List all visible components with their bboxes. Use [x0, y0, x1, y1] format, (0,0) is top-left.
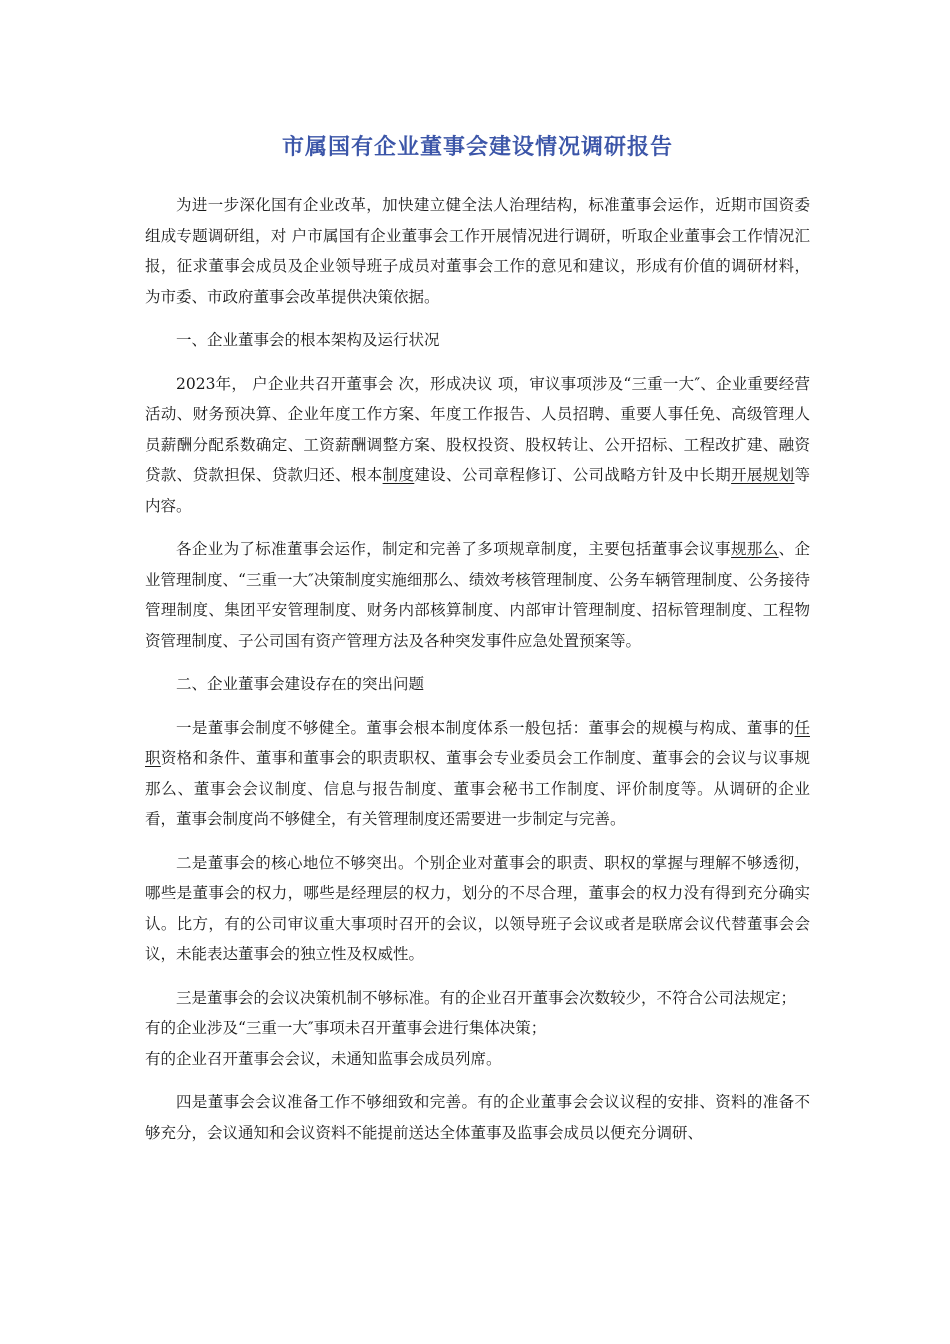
text-span: 等内容。: [145, 466, 810, 515]
section-2-paragraph-1: [145, 713, 810, 835]
text-span: 各企业为了标准董事会运作，制定和完善了多项规章制度，主要包括董事会议事: [176, 540, 732, 558]
document-title: 市属国有企业董事会建设情况调研报告: [281, 135, 673, 160]
section-2-paragraph-2: 二是董事会的核心地位不够突出。个别企业对董事会的职责、职权的掌握与理解不够透彻，哪些是董事会的权力，哪些是经理层的权力，划分的不尽合理，董事会的权力没有得到充分确实认。比方，有的公司审议重大事项时召开的会议，以领导班子会议或者是联席会议代替董事会会议，未能表达董事会的独立性及权威性。: [145, 853, 810, 963]
link-renzhi[interactable]: 任职: [145, 718, 810, 767]
text-span: 建设、公司章程修订、公司战略方针及中长期: [414, 466, 732, 484]
text-span: 一是董事会制度不够健全。董事会根本制度体系一般包括：董事会的规模与构成、董事的: [176, 718, 795, 737]
text-span: 、企业管理制度、“三重一大″决策制度实施细那么、绩效考核管理制度、公务车辆管理制度、公务接待管理制度、集团平安管理制度、财务内部核算制度、内部审计管理制度、招标管理制度、工程物资管理制度、子公司国有资产管理方法及各种突发事件应急处置预案等。: [145, 540, 810, 650]
document-page: [145, 128, 810, 1161]
link-zhidu[interactable]: 制度: [382, 466, 415, 484]
text-span: 资格和条件、董事和董事会的职责职权、董事会专业委员会工作制度、董事会的会议与议事规那么、董事会会议制度、信息与报告制度、董事会秘书工作制度、评价制度等。从调研的企业看，董事会制度尚不够健全，有关管理制度还需要进一步制定与完善。: [145, 749, 810, 828]
spacer: [145, 1074, 810, 1087]
section-2-paragraph-3: 三是董事会的会议决策机制不够标准。有的企业召开董事会次数较少，不符合公司法规定；: [176, 988, 797, 1007]
section-2-paragraph-3-line-2: 有的企业涉及“三重一大″事项未召开董事会进行集体决策；: [145, 1019, 547, 1037]
section-1-paragraph-2: [145, 534, 810, 656]
link-kaizhan-guihua[interactable]: 开展规划: [731, 466, 795, 484]
intro-paragraph: 为进一步深化国有企业改革，加快建立健全法人治理结构，标准董事会运作，近期市国资委组成专题调研组，对 户市属国有企业董事会工作开展情况进行调研，听取企业董事会工作情况汇报，征求董事会成员及企业领导班子成员对董事会工作的意见和建议，形成有价值的调研材料，为市委、市政府董事会改革提供决策依据。: [145, 196, 810, 306]
text-span: 2023年， 户企业共召开董事会 次，形成决议 项，审议事项涉及“三重一大″、企业重要经营活动、财务预决算、企业年度工作方案、年度工作报告、人员招聘、重要人事任免、高级管理人员薪酬分配系数确定、工资薪酬调整方案、股权投资、股权转让、公开招标、工程改扩建、融资贷款、贷款担保、贷款归还、根本: [145, 374, 810, 484]
section-1-paragraph-1: [145, 369, 810, 522]
section-2-paragraph-4: 四是董事会会议准备工作不够细致和完善。有的企业董事会会议议程的安排、资料的准备不够充分，会议通知和会议资料不能提前送达全体董事及监事会成员以便充分调研、: [145, 1093, 810, 1142]
section-2-heading: 二、企业董事会建设存在的突出问题: [176, 675, 425, 693]
section-1-heading: 一、企业董事会的根本架构及运行状况: [176, 331, 440, 349]
link-guinamo[interactable]: 规那么: [731, 540, 779, 558]
section-2-paragraph-3-line-3: 有的企业召开董事会会议，未通知监事会成员列席。: [145, 1049, 502, 1068]
